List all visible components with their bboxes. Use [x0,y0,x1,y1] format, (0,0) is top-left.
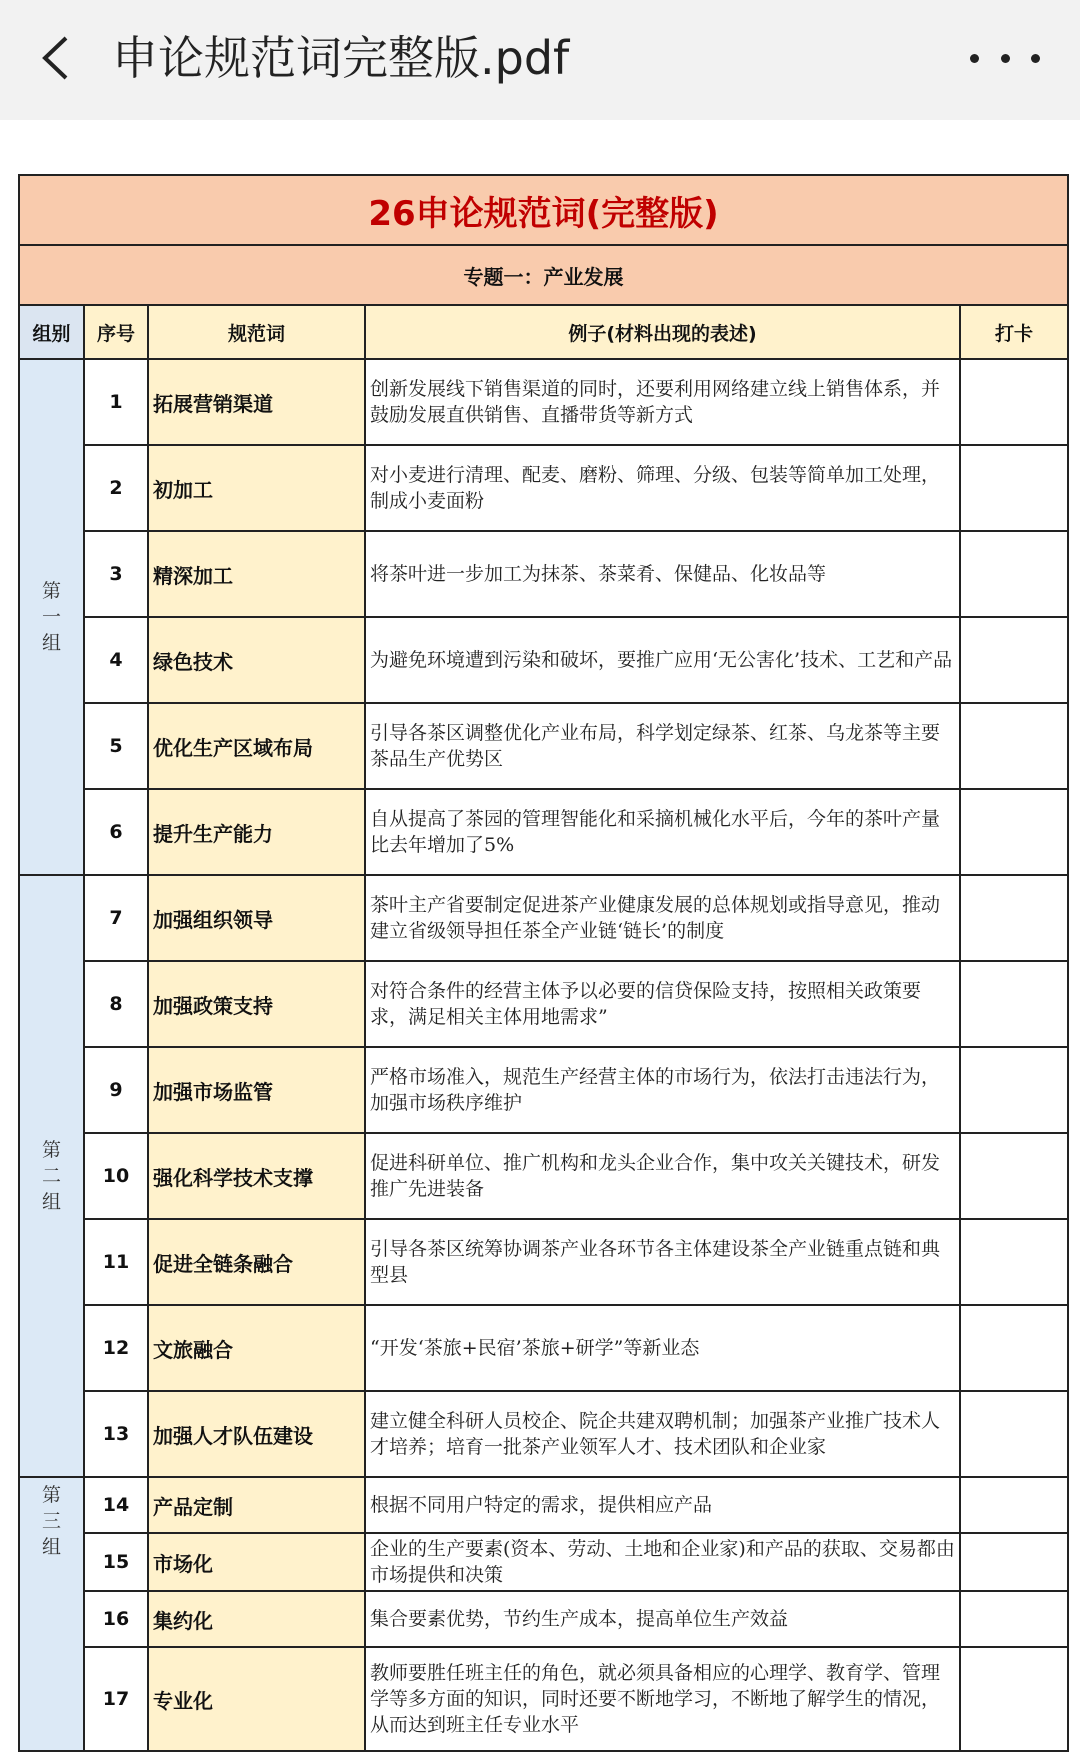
example-cell: 为避免环境遭到污染和破坏，要推广应用‘无公害化’技术、工艺和产品 [365,617,960,703]
example-cell: 严格市场准入，规范生产经营主体的市场行为，依法打击违法行为，加强市场秩序维护 [365,1047,960,1133]
table-title: 26申论规范词(完整版) [19,175,1068,245]
term-cell: 精深加工 [148,531,365,617]
checkin-cell[interactable] [960,1647,1068,1751]
chevron-left-icon [40,35,70,81]
row-number: 2 [84,445,148,531]
term-cell: 加强市场监管 [148,1047,365,1133]
example-cell: 建立健全科研人员校企、院企共建双聘机制；加强茶产业推广技术人才培养；培育一批茶产业领军人才、技术团队和企业家 [365,1391,960,1477]
checkin-cell[interactable] [960,961,1068,1047]
checkin-cell[interactable] [960,1133,1068,1219]
checkin-cell[interactable] [960,1391,1068,1477]
checkin-cell[interactable] [960,1219,1068,1305]
checkin-cell[interactable] [960,531,1068,617]
row-number: 14 [84,1477,148,1533]
checkin-cell[interactable] [960,875,1068,961]
term-cell: 强化科学技术支撑 [148,1133,365,1219]
example-cell: 根据不同用户特定的需求，提供相应产品 [365,1477,960,1533]
checkin-cell[interactable] [960,789,1068,875]
row-number: 12 [84,1305,148,1391]
term-cell: 加强组织领导 [148,875,365,961]
checkin-cell[interactable] [960,1533,1068,1591]
checkin-cell[interactable] [960,703,1068,789]
row-number: 6 [84,789,148,875]
terms-table [18,174,1069,1752]
row-number: 16 [84,1591,148,1647]
term-cell: 拓展营销渠道 [148,359,365,445]
example-cell: 引导各茶区统筹协调茶产业各环节各主体建设茶全产业链重点链和典型县 [365,1219,960,1305]
more-options-button[interactable] [970,36,1040,80]
more-dots-icon [970,54,979,63]
term-cell: 加强政策支持 [148,961,365,1047]
col-header-group: 组别 [19,305,84,359]
group-label: 第一组 [19,359,84,875]
term-cell: 优化生产区域布局 [148,703,365,789]
col-header-term: 规范词 [148,305,365,359]
example-cell: 将茶叶进一步加工为抹茶、茶菜肴、保健品、化妆品等 [365,531,960,617]
checkin-cell[interactable] [960,359,1068,445]
group-label: 第三组 [19,1477,84,1751]
checkin-cell[interactable] [960,1305,1068,1391]
example-cell: 创新发展线下销售渠道的同时，还要利用网络建立线上销售体系，并鼓励发展直供销售、直播带货等新方式 [365,359,960,445]
col-header-example: 例子(材料出现的表述) [365,305,960,359]
row-number: 17 [84,1647,148,1751]
topic-heading: 专题一：产业发展 [19,245,1068,305]
example-cell: 促进科研单位、推广机构和龙头企业合作，集中攻关关键技术，研发推广先进装备 [365,1133,960,1219]
term-cell: 绿色技术 [148,617,365,703]
row-number: 4 [84,617,148,703]
term-cell: 加强人才队伍建设 [148,1391,365,1477]
back-button[interactable] [30,28,80,88]
document-title: 申论规范词完整版.pdf [112,31,570,85]
term-cell: 专业化 [148,1647,365,1751]
term-cell: 市场化 [148,1533,365,1591]
row-number: 8 [84,961,148,1047]
checkin-cell[interactable] [960,617,1068,703]
example-cell: 对符合条件的经营主体予以必要的信贷保险支持，按照相关政策要求，满足相关主体用地需求” [365,961,960,1047]
example-cell: 引导各茶区调整优化产业布局，科学划定绿茶、红茶、乌龙茶等主要茶品生产优势区 [365,703,960,789]
example-cell: 集合要素优势，节约生产成本，提高单位生产效益 [365,1591,960,1647]
example-cell: 茶叶主产省要制定促进茶产业健康发展的总体规划或指导意见，推动建立省级领导担任茶全产业链‘链长’的制度 [365,875,960,961]
row-number: 5 [84,703,148,789]
term-cell: 提升生产能力 [148,789,365,875]
term-cell: 文旅融合 [148,1305,365,1391]
example-cell: 自从提高了茶园的管理智能化和采摘机械化水平后，今年的茶叶产量比去年增加了5% [365,789,960,875]
example-cell: 对小麦进行清理、配麦、磨粉、筛理、分级、包装等简单加工处理，制成小麦面粉 [365,445,960,531]
term-cell: 促进全链条融合 [148,1219,365,1305]
row-number: 11 [84,1219,148,1305]
row-number: 9 [84,1047,148,1133]
checkin-cell[interactable] [960,1047,1068,1133]
col-header-checkin: 打卡 [960,305,1068,359]
checkin-cell[interactable] [960,445,1068,531]
row-number: 7 [84,875,148,961]
app-header [0,0,1080,120]
row-number: 1 [84,359,148,445]
row-number: 15 [84,1533,148,1591]
term-cell: 初加工 [148,445,365,531]
term-cell: 产品定制 [148,1477,365,1533]
example-cell: 企业的生产要素(资本、劳动、土地和企业家)和产品的获取、交易都由市场提供和决策 [365,1533,960,1591]
col-header-number: 序号 [84,305,148,359]
term-cell: 集约化 [148,1591,365,1647]
example-cell: 教师要胜任班主任的角色，就必须具备相应的心理学、教育学、管理学等多方面的知识，同时还要不断地学习，不断地了解学生的情况，从而达到班主任专业水平 [365,1647,960,1751]
group-label: 第二组 [19,875,84,1477]
checkin-cell[interactable] [960,1477,1068,1533]
pdf-page [18,174,1067,1752]
row-number: 13 [84,1391,148,1477]
checkin-cell[interactable] [960,1591,1068,1647]
example-cell: “开发‘茶旅+民宿’茶旅+研学”等新业态 [365,1305,960,1391]
row-number: 10 [84,1133,148,1219]
row-number: 3 [84,531,148,617]
